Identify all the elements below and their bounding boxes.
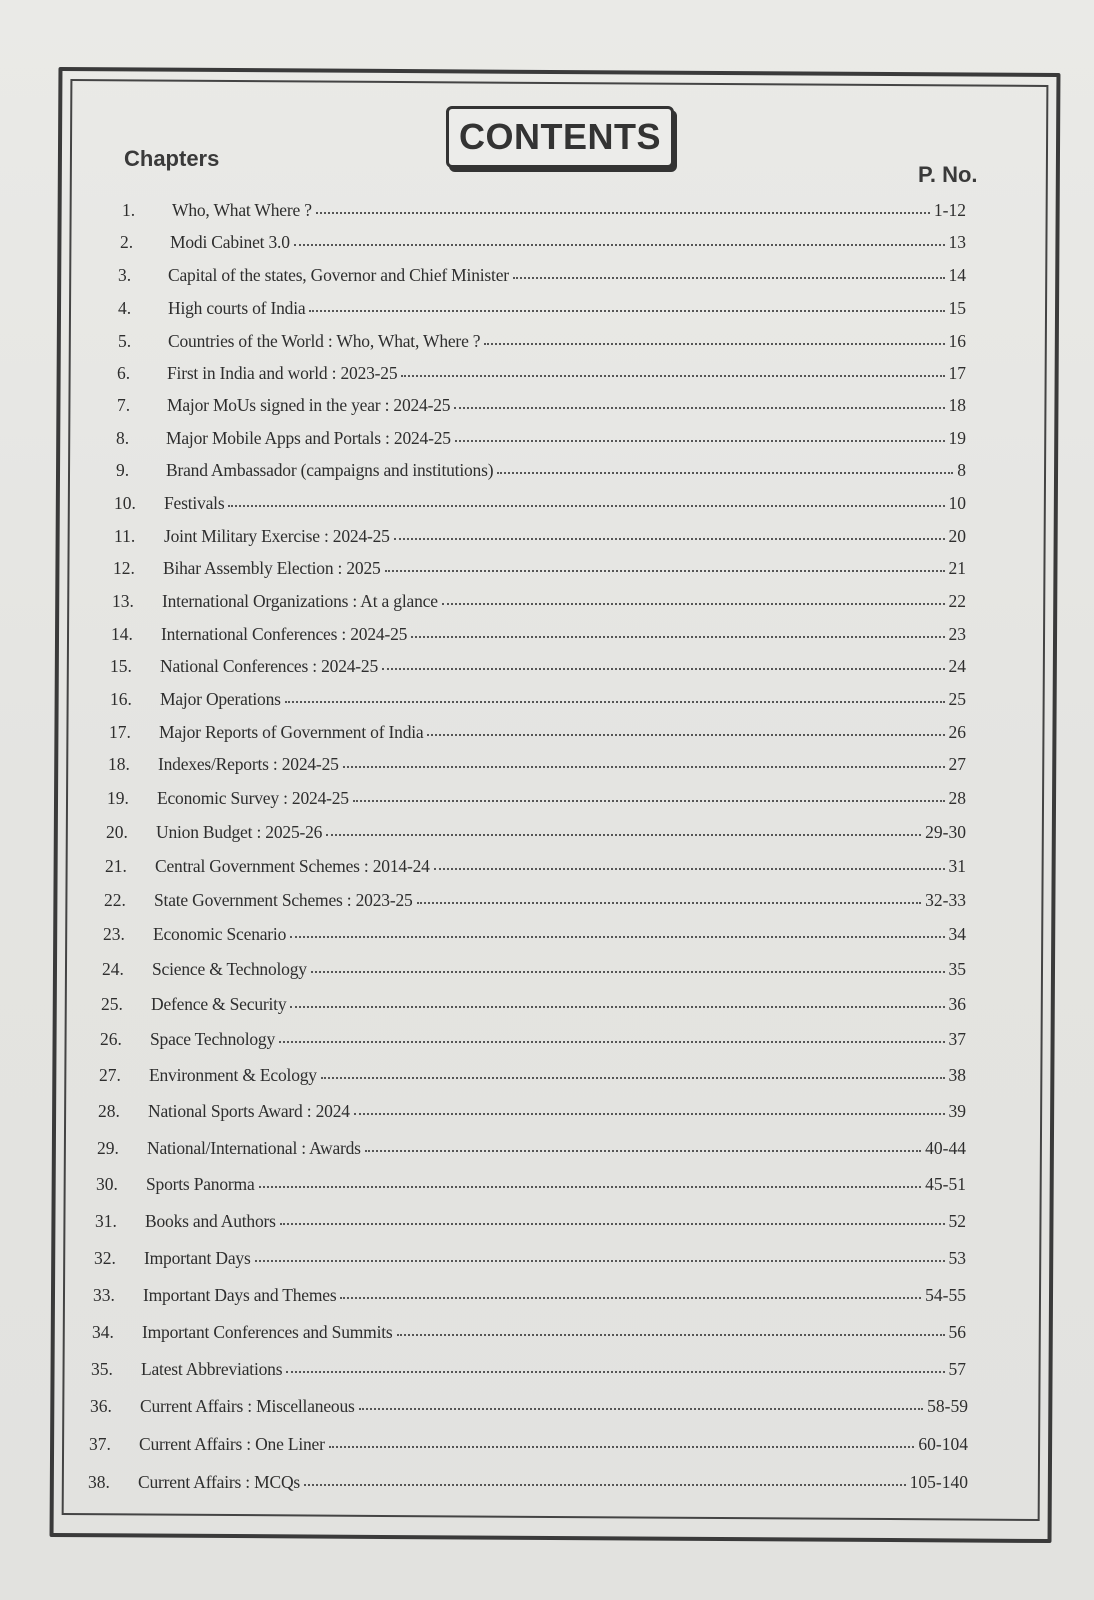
- toc-entry: [117, 395, 966, 416]
- chapter-number: 11.: [114, 526, 136, 546]
- chapter-number: 17.: [109, 722, 131, 742]
- toc-entry: [96, 1174, 966, 1195]
- toc-entry: [100, 1029, 966, 1050]
- dot-leader: [279, 1041, 944, 1043]
- dot-leader: [290, 1006, 944, 1008]
- chapter-number: 13.: [112, 591, 134, 611]
- dot-leader: [285, 701, 945, 703]
- chapter-title: Important Days: [144, 1248, 251, 1268]
- chapter-title: Brand Ambassador (campaigns and institutions): [166, 460, 494, 480]
- chapter-number: 2.: [120, 232, 134, 252]
- chapter-number: 16.: [110, 689, 132, 709]
- chapter-page-number: 40-44: [925, 1138, 966, 1158]
- chapter-title: Latest Abbreviations: [141, 1359, 283, 1379]
- chapter-page-number: 27: [948, 754, 966, 774]
- dot-leader: [359, 1408, 924, 1410]
- chapter-title: Major Mobile Apps and Portals : 2024-25: [166, 428, 451, 448]
- chapter-title: Current Affairs : Miscellaneous: [140, 1396, 355, 1416]
- chapter-title: Major Reports of Government of India: [159, 722, 424, 742]
- toc-entry: [109, 722, 966, 743]
- chapter-title: Who, What Where ?: [172, 200, 312, 220]
- chapter-title: First in India and world : 2023-25: [167, 363, 398, 383]
- toc-entry: [114, 526, 966, 547]
- chapter-page-number: 60-104: [918, 1434, 968, 1454]
- chapter-number: 6.: [117, 363, 131, 383]
- dot-leader: [497, 472, 953, 474]
- chapter-page-number: 56: [948, 1322, 966, 1342]
- chapter-number: 37.: [89, 1434, 111, 1454]
- dot-leader: [255, 1260, 945, 1262]
- chapter-number: 4.: [118, 298, 132, 318]
- chapter-title: Important Conferences and Summits: [142, 1322, 393, 1342]
- chapter-page-number: 1-12: [933, 200, 966, 220]
- dot-leader: [280, 1223, 945, 1225]
- chapter-number: 38.: [88, 1472, 110, 1492]
- chapter-number: 19.: [107, 788, 129, 808]
- dot-leader: [353, 800, 945, 802]
- chapter-page-number: 14: [948, 265, 966, 285]
- chapter-title: Defence & Security: [151, 994, 287, 1014]
- toc-entry: [105, 856, 966, 877]
- chapter-number: 1.: [122, 200, 136, 220]
- toc-entry: [92, 1322, 966, 1343]
- chapter-title: Modi Cabinet 3.0: [170, 232, 290, 252]
- chapter-number: 28.: [98, 1101, 120, 1121]
- toc-entry: [91, 1359, 966, 1380]
- chapter-title: Major Operations: [160, 689, 281, 709]
- chapter-page-number: 53: [948, 1248, 966, 1268]
- chapter-page-number: 24: [948, 656, 966, 676]
- toc-entry: [118, 331, 966, 352]
- dot-leader: [286, 1371, 944, 1373]
- chapter-page-number: 23: [948, 624, 966, 644]
- toc-entry: [90, 1396, 968, 1417]
- chapter-title: Union Budget : 2025-26: [156, 822, 323, 842]
- chapter-title: Countries of the World : Who, What, Where ?: [168, 331, 481, 351]
- dot-leader: [513, 277, 945, 279]
- toc-entry: [110, 656, 966, 677]
- chapter-number: 34.: [92, 1322, 114, 1342]
- chapter-number: 5.: [118, 331, 132, 351]
- toc-entry: [98, 1101, 966, 1122]
- toc-entry: [118, 265, 966, 286]
- toc-entry: [111, 624, 966, 645]
- chapter-number: 30.: [96, 1174, 118, 1194]
- chapter-page-number: 18: [948, 395, 966, 415]
- dot-leader: [329, 1446, 915, 1448]
- toc-entry: [103, 924, 966, 945]
- chapter-number: 27.: [99, 1065, 121, 1085]
- chapter-number: 29.: [97, 1138, 119, 1158]
- chapter-number: 31.: [95, 1211, 117, 1231]
- chapter-title: Capital of the states, Governor and Chief Minister: [168, 265, 509, 285]
- chapter-title: Indexes/Reports : 2024-25: [158, 754, 339, 774]
- toc-entry: [113, 558, 966, 579]
- chapter-page-number: 54-55: [925, 1285, 966, 1305]
- dot-leader: [417, 902, 922, 904]
- chapter-page-number: 37: [948, 1029, 966, 1049]
- dot-leader: [294, 244, 945, 246]
- dot-leader: [434, 868, 945, 870]
- chapter-page-number: 34: [948, 924, 966, 944]
- chapter-page-number: 58-59: [927, 1396, 968, 1416]
- chapter-page-number: 28: [948, 788, 966, 808]
- toc-entry: [93, 1285, 966, 1306]
- chapter-page-number: 52: [948, 1211, 966, 1231]
- dot-leader: [427, 734, 944, 736]
- chapter-title: Festivals: [164, 493, 225, 513]
- chapter-page-number: 31: [948, 856, 966, 876]
- chapter-title: Current Affairs : MCQs: [138, 1472, 301, 1492]
- dot-leader: [326, 834, 921, 836]
- chapter-title: Important Days and Themes: [143, 1285, 337, 1305]
- chapter-page-number: 22: [948, 591, 966, 611]
- dot-leader: [259, 1186, 922, 1188]
- dot-leader: [394, 538, 945, 540]
- dot-leader: [454, 407, 944, 409]
- dot-leader: [442, 603, 945, 605]
- chapter-title: Environment & Ecology: [149, 1065, 317, 1085]
- dot-leader: [309, 310, 944, 312]
- toc-entry: [89, 1434, 968, 1455]
- toc-entry: [104, 890, 966, 911]
- chapter-page-number: 10: [948, 493, 966, 513]
- chapter-title: National/International : Awards: [147, 1138, 361, 1158]
- chapter-number: 9.: [116, 460, 130, 480]
- chapter-title: Science & Technology: [152, 959, 307, 979]
- chapter-title: Space Technology: [150, 1029, 276, 1049]
- chapter-page-number: 17: [948, 363, 966, 383]
- chapter-number: 36.: [90, 1396, 112, 1416]
- toc-entry: [99, 1065, 966, 1086]
- chapter-number: 20.: [106, 822, 128, 842]
- dot-leader: [340, 1297, 921, 1299]
- chapter-number: 33.: [93, 1285, 115, 1305]
- toc-entry: [110, 689, 966, 710]
- chapter-title: High courts of India: [168, 298, 306, 318]
- dot-leader: [484, 343, 944, 345]
- toc-entry: [97, 1138, 966, 1159]
- page-number-column-heading: P. No.: [918, 162, 978, 187]
- toc-entry: [102, 959, 966, 980]
- chapter-page-number: 35: [948, 959, 966, 979]
- chapter-number: 26.: [100, 1029, 122, 1049]
- dot-leader: [397, 1334, 945, 1336]
- chapter-page-number: 20: [948, 526, 966, 546]
- chapter-title: Economic Survey : 2024-25: [157, 788, 349, 808]
- dot-leader: [343, 766, 945, 768]
- dot-leader: [290, 936, 944, 938]
- chapter-number: 32.: [94, 1248, 116, 1268]
- chapter-title: Central Government Schemes : 2014-24: [155, 856, 430, 876]
- toc-entry: [95, 1211, 966, 1232]
- toc-entry: [116, 460, 966, 481]
- chapter-title: Economic Scenario: [153, 924, 287, 944]
- dot-leader: [354, 1113, 945, 1115]
- chapter-page-number: 21: [948, 558, 966, 578]
- chapter-number: 21.: [105, 856, 127, 876]
- chapter-page-number: 16: [948, 331, 966, 351]
- toc-entry: [120, 232, 966, 253]
- toc-entry: [112, 591, 966, 612]
- dot-leader: [321, 1077, 945, 1079]
- chapter-page-number: 39: [948, 1101, 966, 1121]
- dot-leader: [455, 440, 945, 442]
- toc-entry: [117, 363, 966, 384]
- chapter-title: International Organizations : At a glance: [162, 591, 438, 611]
- chapter-number: 3.: [118, 265, 132, 285]
- toc-entry: [106, 822, 966, 843]
- chapter-number: 25.: [101, 994, 123, 1014]
- chapter-number: 14.: [111, 624, 133, 644]
- chapter-number: 7.: [117, 395, 131, 415]
- chapter-page-number: 32-33: [925, 890, 966, 910]
- toc-entry: [118, 298, 966, 319]
- chapter-title: National Conferences : 2024-25: [160, 656, 379, 676]
- dot-leader: [401, 375, 944, 377]
- chapter-title: Books and Authors: [145, 1211, 276, 1231]
- chapter-title: Current Affairs : One Liner: [139, 1434, 325, 1454]
- dot-leader: [311, 971, 945, 973]
- toc-entry: [116, 428, 966, 449]
- dot-leader: [365, 1150, 921, 1152]
- contents-title: CONTENTS: [459, 116, 661, 157]
- dot-leader: [382, 668, 944, 670]
- toc-entry: [108, 754, 966, 775]
- chapter-title: Major MoUs signed in the year : 2024-25: [167, 395, 451, 415]
- toc-entry: [94, 1248, 966, 1269]
- chapter-number: 22.: [104, 890, 126, 910]
- chapter-title: Bihar Assembly Election : 2025: [163, 558, 381, 578]
- toc-entry: [114, 493, 966, 514]
- chapter-number: 35.: [91, 1359, 113, 1379]
- toc-entry: [88, 1472, 968, 1493]
- dot-leader: [411, 636, 944, 638]
- chapter-title: Joint Military Exercise : 2024-25: [164, 526, 390, 546]
- chapter-page-number: 45-51: [925, 1174, 966, 1194]
- chapter-page-number: 15: [948, 298, 966, 318]
- chapter-number: 8.: [116, 428, 130, 448]
- chapter-title: International Conferences : 2024-25: [161, 624, 408, 644]
- dot-leader: [228, 505, 944, 507]
- chapter-page-number: 13: [948, 232, 966, 252]
- dot-leader: [304, 1484, 906, 1486]
- chapter-number: 15.: [110, 656, 132, 676]
- chapter-page-number: 36: [948, 994, 966, 1014]
- chapter-number: 10.: [114, 493, 136, 513]
- dot-leader: [316, 212, 930, 214]
- dot-leader: [385, 570, 945, 572]
- chapter-title: Sports Panorma: [146, 1174, 255, 1194]
- chapter-number: 12.: [113, 558, 135, 578]
- chapters-column-heading: Chapters: [124, 146, 220, 171]
- chapter-page-number: 8: [957, 460, 966, 480]
- chapter-page-number: 26: [948, 722, 966, 742]
- chapter-page-number: 25: [948, 689, 966, 709]
- chapter-number: 18.: [108, 754, 130, 774]
- chapter-page-number: 19: [948, 428, 966, 448]
- toc-entry: [122, 200, 966, 221]
- chapter-number: 23.: [103, 924, 125, 944]
- chapter-title: State Government Schemes : 2023-25: [154, 890, 413, 910]
- chapter-page-number: 29-30: [925, 822, 966, 842]
- toc-entry: [101, 994, 966, 1015]
- toc-entry: [107, 788, 966, 809]
- chapter-page-number: 57: [948, 1359, 966, 1379]
- chapter-title: National Sports Award : 2024: [148, 1101, 350, 1121]
- chapter-page-number: 105-140: [909, 1472, 968, 1492]
- chapter-page-number: 38: [948, 1065, 966, 1085]
- chapter-number: 24.: [102, 959, 124, 979]
